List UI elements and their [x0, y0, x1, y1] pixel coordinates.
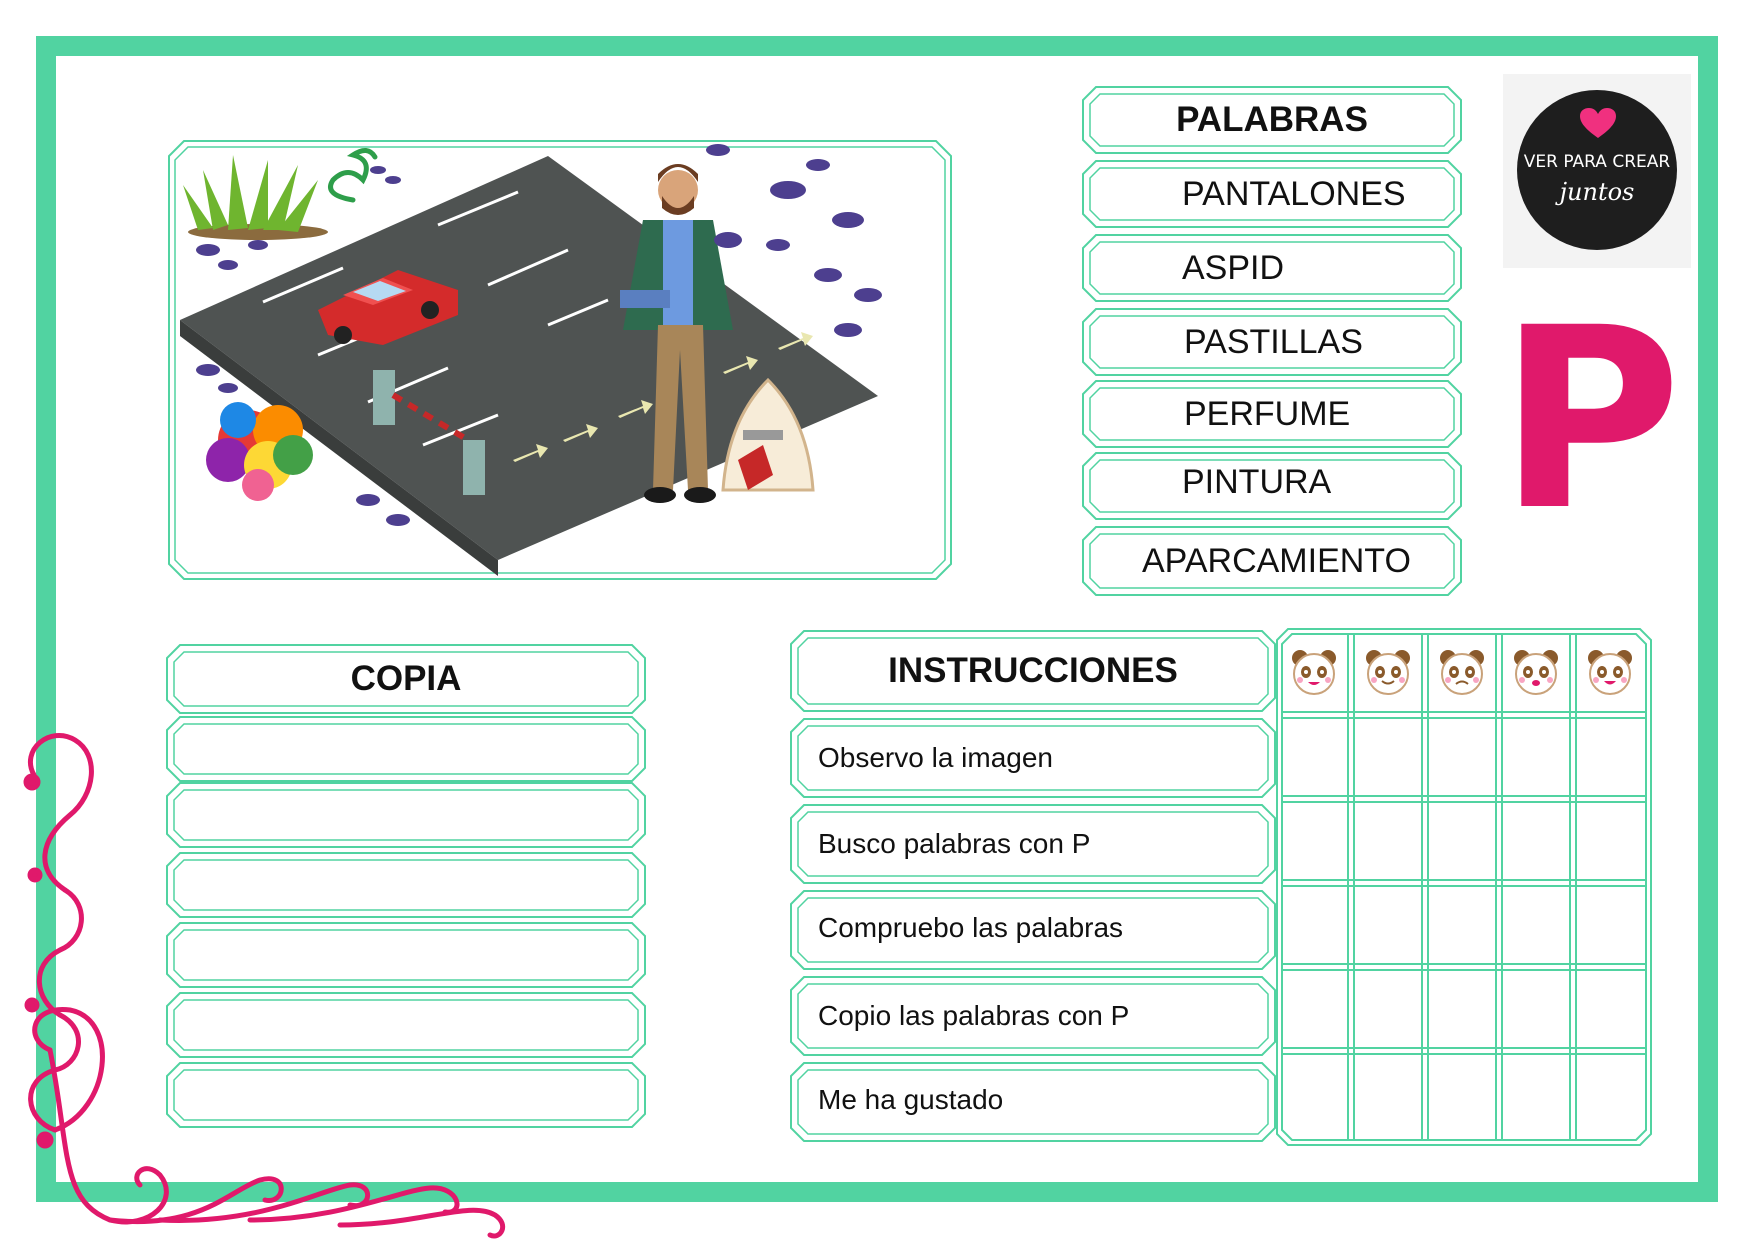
- instruccion-item: Observo la imagen: [818, 742, 1054, 773]
- palabra-item: ASPID: [1182, 248, 1285, 287]
- heart-icon: [1580, 108, 1616, 140]
- palabras-header: PALABRAS: [1176, 100, 1368, 139]
- instrucciones-header: INSTRUCCIONES: [888, 651, 1178, 690]
- instruccion-item: Copio las palabras con P: [818, 1000, 1130, 1031]
- palabra-item: PASTILLAS: [1184, 322, 1363, 361]
- logo-script: juntos: [1559, 178, 1635, 206]
- panda-face-icon: [1512, 648, 1560, 696]
- palabra-item: PINTURA: [1182, 462, 1332, 501]
- palabra-item: PERFUME: [1184, 394, 1351, 433]
- panda-face-icon: [1290, 648, 1338, 696]
- big-letter: P: [1498, 274, 1682, 565]
- illustration-card: [168, 140, 952, 580]
- instruccion-item: Busco palabras con P: [818, 828, 1091, 859]
- panda-face-icon: [1364, 648, 1412, 696]
- logo: [1503, 74, 1691, 268]
- logo-text: VER PARA CREAR: [1523, 152, 1671, 172]
- evaluation-grid: [1276, 628, 1652, 1146]
- palabra-item: PANTALONES: [1182, 174, 1406, 213]
- instruccion-item: Me ha gustado: [818, 1084, 1004, 1115]
- palabra-item: APARCAMIENTO: [1142, 541, 1411, 580]
- copia-header: COPIA: [350, 659, 462, 698]
- instruccion-item: Compruebo las palabras: [818, 912, 1124, 943]
- panda-face-icon: [1586, 648, 1634, 696]
- panda-face-icon: [1438, 648, 1486, 696]
- swirl-decoration: [0, 720, 520, 1241]
